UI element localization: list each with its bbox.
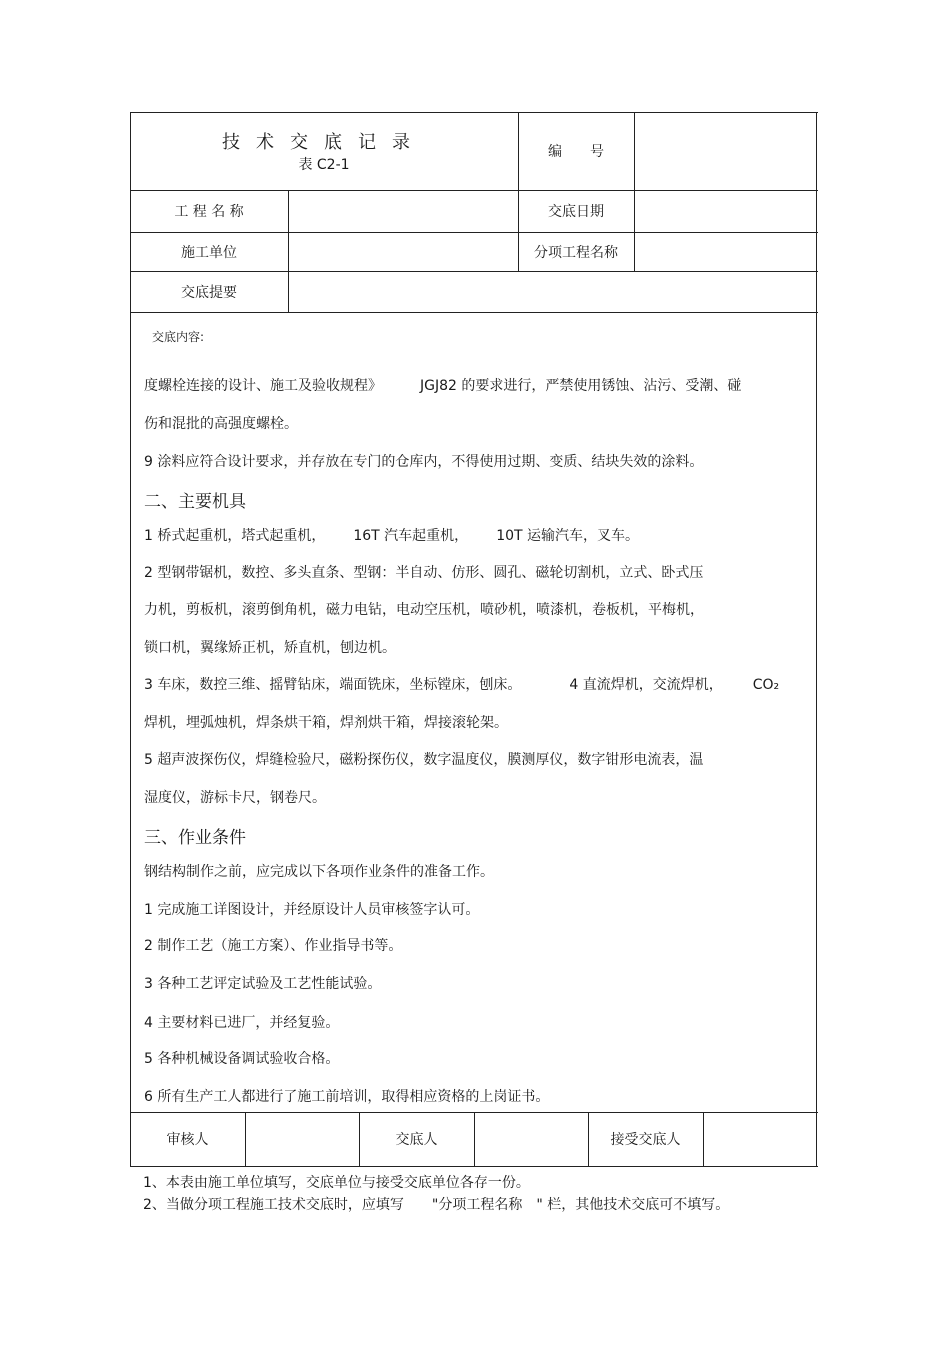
content-line: 焊机，埋弧烛机，焊条烘干箱，焊剂烘干箱，焊接滚轮架。 — [144, 715, 508, 731]
content-line: 6 所有生产工人都进行了施工前培训，取得相应资格的上岗证书。 — [144, 1089, 550, 1105]
number-field[interactable] — [634, 112, 816, 190]
summary-field[interactable] — [288, 271, 816, 312]
content-line: 湿度仪，游标卡尺，钢卷尺。 — [144, 790, 326, 806]
reviewer-signature-field[interactable] — [245, 1112, 359, 1166]
technical-disclosure-form — [130, 112, 818, 1166]
form-title: 技术交底记录 — [222, 132, 426, 153]
content-line: 9 涂料应符合设计要求，并存放在专门的仓库内，不得使用过期、变质、结块失效的涂料。 — [144, 454, 704, 470]
content-label: 交底内容: — [152, 330, 205, 344]
contractor-label: 施工单位 — [181, 244, 237, 261]
rule — [130, 312, 818, 313]
contractor-field[interactable] — [288, 232, 518, 271]
project-name-field[interactable] — [288, 190, 518, 232]
receiver-signature-field[interactable] — [703, 1112, 816, 1166]
content-line: 1 桥式起重机，塔式起重机， 16T 汽车起重机， 10T 运输汽车，叉车。 — [144, 528, 640, 544]
content-line: 钢结构制作之前，应完成以下各项作业条件的准备工作。 — [144, 864, 494, 880]
disclosure-date-label: 交底日期 — [548, 204, 604, 220]
section-heading: 三、作业条件 — [144, 828, 246, 848]
footnote: 2、当做分项工程施工技术交底时，应填写 "分项工程名称 " 栏，其他技术交底可不填写。 — [143, 1197, 730, 1213]
content-line: 5 各种机械设备调试验收合格。 — [144, 1051, 340, 1067]
subproject-field[interactable] — [634, 232, 816, 271]
content-line: 2 制作工艺（施工方案）、作业指导书等。 — [144, 938, 403, 954]
subproject-label: 分项工程名称 — [534, 244, 618, 261]
content-line: 伤和混批的高强度螺栓。 — [144, 416, 298, 432]
content-line: 锁口机，翼缘矫正机，矫直机，刨边机。 — [144, 640, 396, 656]
content-line: 5 超声波探伤仪，焊缝检验尺，磁粉探伤仪，数字温度仪，膜测厚仪，数字钳形电流表，温 — [144, 752, 704, 768]
discloser-label: 交底人 — [395, 1132, 438, 1148]
rule — [130, 1166, 818, 1167]
project-name-label: 工 程 名 称 — [174, 204, 244, 220]
rule — [816, 112, 817, 1166]
content-line: 力机，剪板机，滚剪倒角机，磁力电钻，电动空压机，喷砂机，喷漆机，卷板机，平梅机， — [144, 602, 704, 618]
disclosure-date-field[interactable] — [634, 190, 816, 232]
reviewer-label: 审核人 — [166, 1132, 209, 1148]
content-line: 3 各种工艺评定试验及工艺性能试验。 — [144, 976, 382, 992]
content-line: 1 完成施工详图设计，并经原设计人员审核签字认可。 — [144, 902, 480, 918]
number-label: 编 号 — [548, 144, 604, 160]
content-line: 度螺栓连接的设计、施工及验收规程》 JGJ82 的要求进行，严禁使用锈蚀、沾污、受潮、碰 — [144, 378, 742, 394]
section-heading: 二、主要机具 — [144, 492, 246, 512]
receiver-label: 接受交底人 — [610, 1132, 681, 1148]
discloser-signature-field[interactable] — [474, 1112, 588, 1166]
content-line: 2 型钢带锯机，数控、多头直条、型钢：半自动、仿形、圆孔、磁轮切割机，立式、卧式压 — [144, 565, 704, 581]
footnote: 1、本表由施工单位填写，交底单位与接受交底单位各存一份。 — [143, 1175, 530, 1191]
form-code: 表 C2-1 — [298, 157, 350, 173]
summary-label: 交底提要 — [181, 284, 237, 301]
content-line: 3 车床，数控三维、摇臂钻床，端面铣床，坐标镗床，刨床。 4 直流焊机，交流焊机， CO₂ — [144, 677, 780, 693]
content-line: 4 主要材料已进厂，并经复验。 — [144, 1015, 340, 1031]
